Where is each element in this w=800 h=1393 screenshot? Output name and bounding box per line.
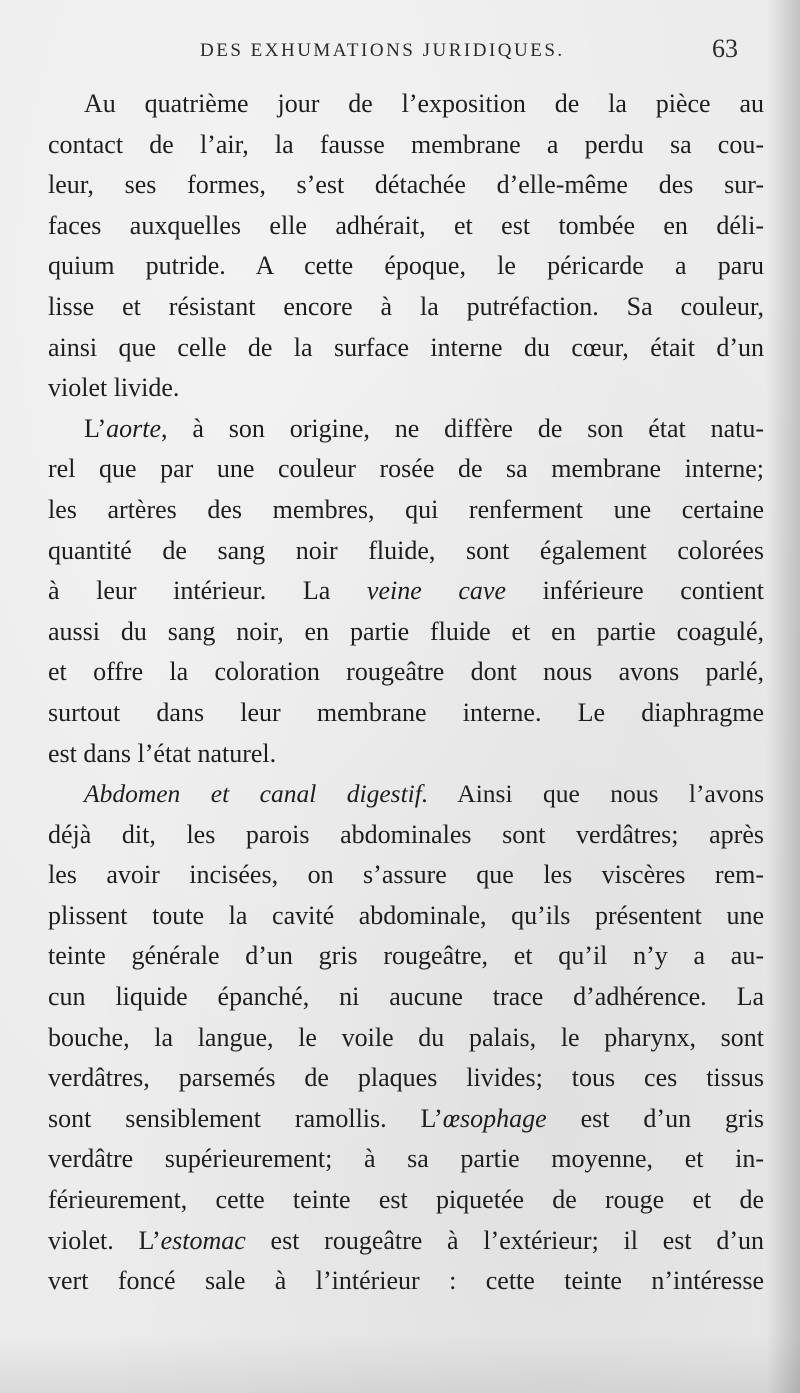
text-line — [48, 1018, 764, 1059]
text-segment: quium putride. A cette époque, le péricarde a paru — [48, 251, 764, 281]
text-segment: est dans l’état naturel. — [48, 738, 277, 768]
page-bottom-shadow — [0, 1333, 800, 1393]
text-segment: violet livide. — [48, 373, 180, 403]
text-line — [48, 734, 764, 775]
text-segment: contact de l’air, la fausse membrane a perdu sa cou- — [48, 129, 764, 159]
text-line — [48, 531, 764, 572]
text-segment: est rougeâtre à l’extérieur; il est d’un — [245, 1225, 764, 1255]
text-line — [48, 409, 764, 450]
text-segment: plissent toute la cavité abdominale, qu’ils présentent une — [48, 900, 764, 930]
text-line — [48, 855, 764, 896]
text-segment: vert foncé sale à l’intérieur : cette teinte n’intéresse — [48, 1266, 764, 1296]
running-head: DES EXHUMATIONS JURIDIQUES. — [200, 40, 565, 61]
text-line — [48, 125, 764, 166]
italic-term: veine cave — [366, 576, 506, 606]
text-segment: férieurement, cette teinte est piquetée de rouge et de — [48, 1185, 764, 1215]
text-segment: et offre la coloration rougeâtre dont nous avons parlé, — [48, 657, 764, 687]
text-segment: surtout dans leur membrane interne. Le diaphragme — [48, 697, 764, 727]
text-line — [48, 1261, 764, 1302]
text-segment: violet. L’ — [48, 1225, 161, 1255]
text-line — [48, 1221, 764, 1262]
text-segment: quantité de sang noir fluide, sont également colorées — [48, 535, 764, 565]
text-segment: faces auxquelles elle adhérait, et est tombée en déli- — [48, 210, 764, 240]
text-line — [48, 1058, 764, 1099]
text-line — [48, 165, 764, 206]
page-edge-shadow — [766, 0, 800, 1393]
text-line — [48, 1139, 764, 1180]
text-segment: à leur intérieur. La — [48, 576, 367, 606]
text-segment: , à son origine, ne diffère de son état natu- — [161, 413, 764, 443]
text-segment: inférieure contient — [506, 576, 764, 606]
text-segment: Au quatrième jour de l’exposition de la pièce au — [84, 89, 764, 118]
text-segment: rel que par une couleur rosée de sa membrane interne; — [48, 454, 764, 484]
text-segment: verdâtres, parsemés de plaques livides; tous ces tissus — [48, 1063, 764, 1093]
text-segment: lisse et résistant encore à la putréfaction. Sa couleur, — [48, 291, 764, 321]
italic-term: estomac — [160, 1225, 246, 1255]
text-line — [48, 774, 764, 815]
italic-term: Abdomen et canal digestif. — [84, 779, 429, 809]
text-line — [48, 449, 764, 490]
text-segment: verdâtre supérieurement; à sa partie moyenne, et in- — [48, 1144, 764, 1174]
italic-term: aorte — [106, 413, 162, 443]
text-line — [48, 328, 764, 369]
text-line — [48, 896, 764, 937]
text-segment: est d’un gris — [546, 1103, 764, 1133]
text-line — [48, 1180, 764, 1221]
text-segment: cun liquide épanché, ni aucune trace d’adhérence. La — [48, 982, 764, 1012]
text-segment: sont sensiblement ramollis. L’ — [48, 1103, 443, 1133]
text-segment: Ainsi que nous l’avons — [428, 779, 764, 809]
text-segment: L’ — [84, 413, 107, 443]
text-line — [48, 84, 764, 125]
text-line — [48, 1099, 764, 1140]
text-line — [48, 368, 764, 409]
italic-term: œsophage — [442, 1103, 547, 1133]
text-line — [48, 246, 764, 287]
text-segment: leur, ses formes, s’est détachée d’elle-même des sur- — [48, 170, 764, 200]
text-line — [48, 287, 764, 328]
text-segment: les artères des membres, qui renferment une certaine — [48, 494, 764, 524]
text-line — [48, 206, 764, 247]
body-text — [48, 84, 764, 1324]
text-segment: teinte générale d’un gris rougeâtre, et qu’il n’y a au- — [48, 941, 764, 971]
text-line — [48, 652, 764, 693]
text-segment: ainsi que celle de la surface interne du cœur, était d’un — [48, 332, 764, 362]
text-line — [48, 693, 764, 734]
text-line — [48, 977, 764, 1018]
text-segment: les avoir incisées, on s’assure que les viscères rem- — [48, 860, 764, 890]
text-segment: aussi du sang noir, en partie fluide et en partie coagulé, — [48, 616, 764, 646]
text-line — [48, 936, 764, 977]
text-segment: bouche, la langue, le voile du palais, le pharynx, sont — [48, 1022, 764, 1052]
text-line — [48, 815, 764, 856]
text-line — [48, 612, 764, 653]
text-segment: déjà dit, les parois abdominales sont verdâtres; après — [48, 819, 764, 849]
page-number: 63 — [712, 34, 738, 63]
text-line — [48, 571, 764, 612]
text-line — [48, 490, 764, 531]
